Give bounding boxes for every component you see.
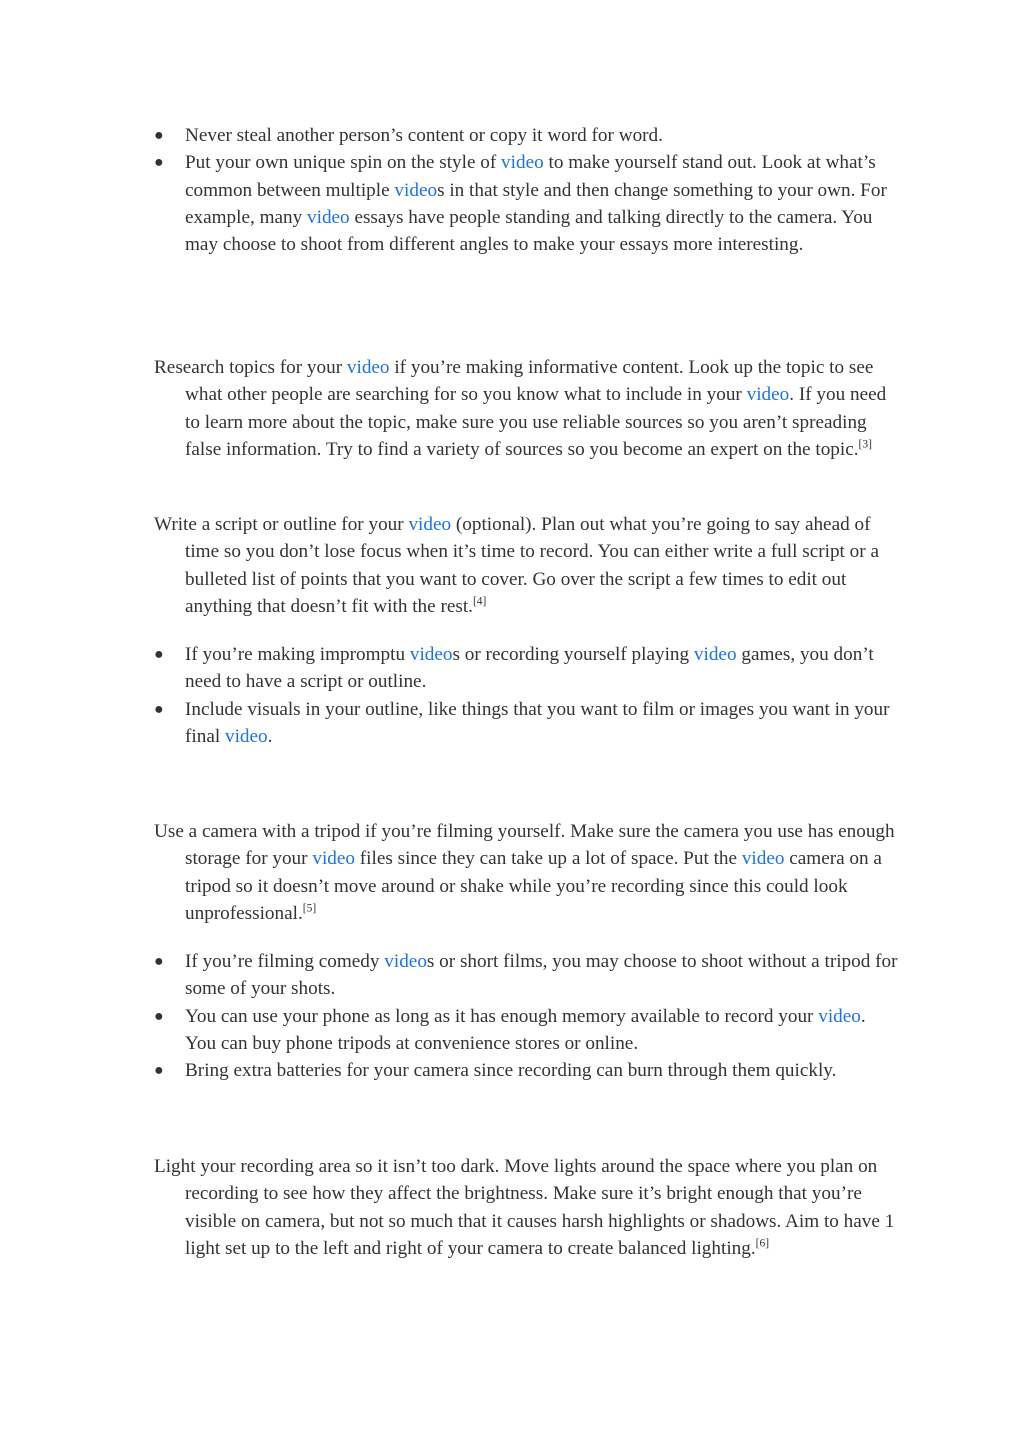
list-item [154,122,899,149]
list-item [154,948,899,1003]
list-camera-tips [154,948,899,1084]
paragraph-write-script [154,511,899,620]
text-run: . You can buy phone tripods at convenience stores or online. [185,1005,866,1054]
text-run: s in that style and then change something to your own. For example, many [185,179,887,228]
footnote-reference[interactable]: [3] [858,438,872,451]
text-run: Write a script or outline for your [154,514,409,535]
text-run: essays have people standing and talking directly to the camera. You may choose to shoot from different angles to make your essays more interesting. [185,206,873,256]
video-link[interactable]: video [307,206,350,228]
text-run: s or short films, you may choose to shoot without a tripod for some of your shots. [185,951,898,1000]
paragraph-camera-tripod [154,818,899,927]
video-link[interactable]: video [741,848,785,870]
text-run: s or recording yourself playing [452,644,694,665]
bullet-icon: ● [154,700,164,718]
text-run: . [267,725,273,747]
video-link[interactable]: video [224,725,268,747]
text-run: camera on a tripod so it doesn’t move around or shake while you’re recording since this could look unprofessional. [185,848,882,924]
text-run: Put your own unique spin on the style of [185,152,502,174]
video-link[interactable]: video [394,179,438,201]
bullet-icon: ● [154,953,164,970]
list-item [154,1057,899,1084]
text-run: Bring extra batteries for your camera since recording can burn through them quickly. [185,1060,837,1082]
footnote-reference[interactable]: [4] [472,595,487,608]
section-lighting [154,1153,899,1262]
text-run: if you’re making informative content. Look up the topic to see what other people are searching for so you know what to include in your [185,357,874,406]
video-link[interactable]: video [746,384,790,406]
video-link[interactable]: video [818,1005,861,1027]
list-item [154,696,899,751]
list-content-originality [154,122,899,258]
paragraph-lighting [154,1153,899,1262]
video-link[interactable]: video [346,357,390,378]
list-script-tips [154,641,899,750]
text-run: to make yourself stand out. Look at what’s common between multiple [185,152,876,201]
paragraph-research-topics [154,354,899,463]
text-run: files since they can take up a lot of space. Put the [354,848,742,870]
bullet-icon: ● [154,127,164,144]
bullet-icon: ● [154,646,164,663]
text-run: Use a camera with a tripod if you’re filming yourself. Make sure the camera you use has enough storage for your [154,821,895,870]
list-item [154,1003,899,1058]
video-link[interactable]: video [693,644,737,665]
text-run: Include visuals in your outline, like things that you want to film or images you want in your final [185,698,890,747]
section-research [154,354,899,463]
text-run: (optional). Plan out what you’re going to say ahead of time so you don’t lose focus when it’s time to record. You can either write a full script or a bulleted list of points that you want to cover. Go over the script a few times to edit out anything that doesn’t fit with the rest. [185,514,879,617]
bullet-icon: ● [154,1007,164,1025]
bullet-icon: ● [154,1062,164,1080]
footnote-reference[interactable]: [6] [755,1237,770,1250]
text-run: . If you need to learn more about the topic, make sure you use reliable sources so you aren’t spreading false information. Try to find a variety of sources so you become an expert on the topic. [185,384,887,460]
bullet-list [154,122,899,258]
section-camera [154,818,899,927]
footnote-reference[interactable]: [5] [302,902,317,915]
video-link[interactable]: video [408,514,452,535]
video-link[interactable]: video [409,644,453,665]
video-link[interactable]: video [501,152,544,174]
video-link[interactable]: video [384,951,427,972]
text-run: games, you don’t need to have a script or outline. [185,644,874,693]
list-item [154,641,899,696]
text-run: Never steal another person’s content or copy it word for word. [185,125,663,146]
bullet-list [154,641,899,750]
video-link[interactable]: video [312,848,355,870]
text-run: You can use your phone as long as it has enough memory available to record your [185,1005,819,1027]
list-item [154,149,899,258]
text-run: Light your recording area so it isn’t too dark. Move lights around the space where you plan on recording to see how they affect the brightness. Make sure it’s bright enough that you’re visible on camera, but not so much that it causes harsh highlights or shadows. Aim to have 1 light set up to the left and right of your camera to create balanced lighting. [154,1156,895,1259]
bullet-icon: ● [154,154,164,172]
text-run: If you’re filming comedy [185,951,385,972]
section-script [154,511,899,620]
text-run: If you’re making impromptu [185,644,410,665]
text-run: Research topics for your [154,357,347,378]
bullet-list [154,948,899,1084]
